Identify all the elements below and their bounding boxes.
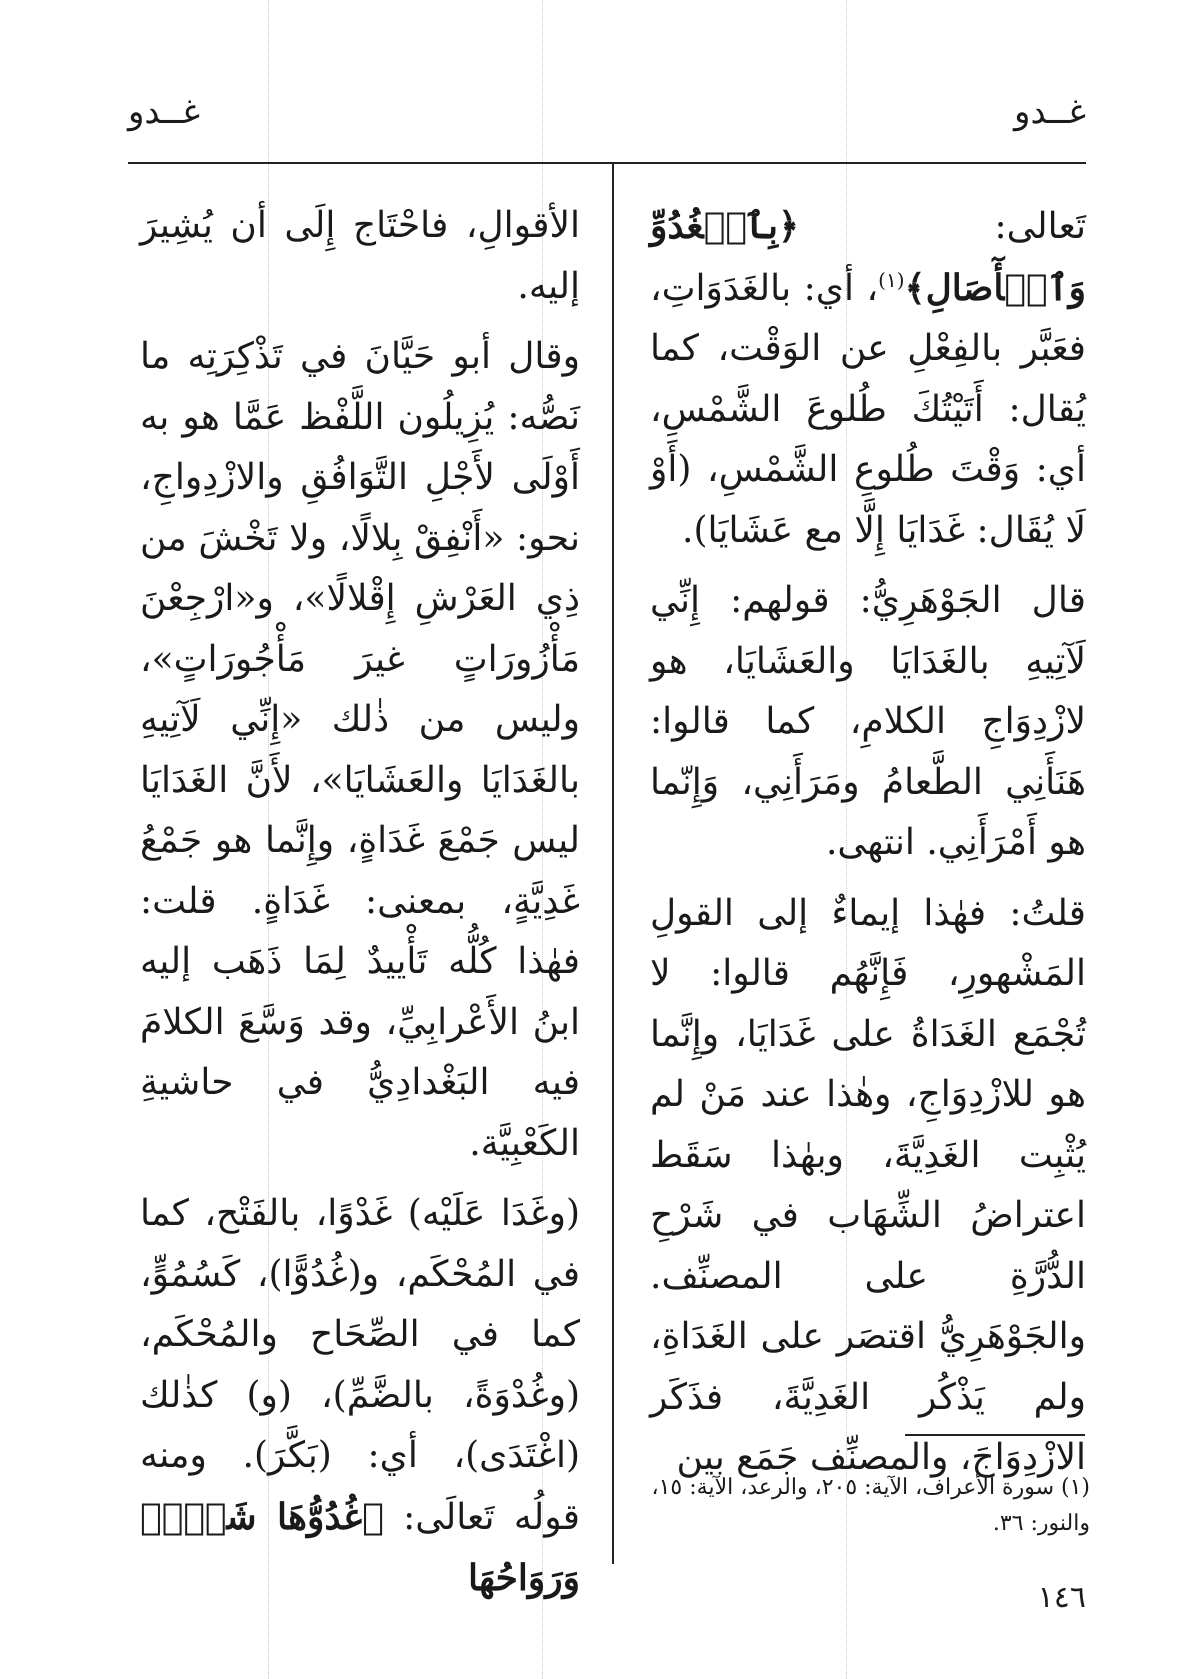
quran-verse: ﴿بِٱلۡغُدُوِّ وَٱلۡأٓصَالِ﴾ <box>650 205 1086 309</box>
paragraph: وقال أبو حَيَّانَ في تَذْكِرَتِه ما نَصُّه: يُزِيلُون اللَّفْظ عَمَّا هو به أَوْلَى لأَجْلِ التَّوَافُقِ والازْدِواجِ، نحو: «أَنْفِقْ بِلالًا، ولا تَخْشَ من ذِي العَرْشِ إِقْلالًا»، و«ارْجِعْنَ مَأْزُورَاتٍ غيرَ مَأْجُورَاتٍ»، وليس من ذٰلك «إِنِّي لَآتِيهِ بالغَدَايَا والعَشَايَا»، لأَنَّ الغَدَايَا ليس جَمْعَ غَدَاةٍ، وإِنَّما هو جَمْعُ غَدِيَّةٍ، بمعنى: غَدَاةٍ. قلت: فهٰذا كُلُّه تَأْييدٌ لِمَا ذَهَب إليه ابنُ الأَعْرابِيِّ، وقد وَسَّعَ الكلامَ فيه البَغْدادِيُّ في حاشيةِ الكَعْبِيَّة. <box>140 336 580 1164</box>
right-column <box>650 196 1086 1489</box>
left-column <box>140 196 580 1610</box>
header-rule <box>128 162 1086 164</box>
paragraph: قال الجَوْهَرِيُّ: قولهم: إِنِّي لَآتِيهِ بالغَدَايَا والعَشَايَا، هو لازْدِوَاجِ الكلامِ، كما قالوا: هَنَأَنِي الطَّعامُ ومَرَأَنِي، وَإِنّما هو أَمْرَأَنِي. انتهى. <box>650 580 1086 863</box>
text-run: ، أي: بالغَدَوَاتِ، فعَبَّر بالفِعْلِ عن الوَقْت، كما يُقال: أَتَيْتُكَ طُلوعَ الشَّمْسِ، أي: وَقْتَ طُلوعِ الشَّمْسِ، (أَوْ لَا يُقَال: غَدَايَا إِلَّا مع عَشَايَا). <box>650 267 1086 551</box>
footnote-marker: (١) <box>878 267 905 292</box>
paragraph <box>650 196 1086 561</box>
paragraph: قلتُ: فهٰذا إيماءٌ إلى القولِ المَشْهورِ، فَإِنَّهُم قالوا: لا تُجْمَع الغَدَاةُ على غَدَايَا، وإِنَّما هو للازْدِوَاجِ، وهٰذا عند مَنْ لم يُثْبِت الغَدِيَّةَ، وبهٰذا سَقَط اعتراضُ الشِّهَاب في شَرْحِ الدُّرَّةِ على المصنِّف. والجَوْهَرِيُّ اقتصَر على الغَدَاةِ، ولم يَذْكُر الغَدِيَّةَ، فذَكَر الازْدِوَاجَ، والمصنِّف جَمَع بين <box>650 892 1086 1478</box>
text-run: (وغَدَا عَلَيْه) غَدْوًا، بالفَتْح، كما في المُحْكَم، و(غُدُوًّا)، كَسُمُوٍّ، كما في الصِّحَاح والمُحْكَم، (وغُدْوَةً، بالضَّمِّ)، (و) كذٰلك (اغْتَدَى)، أي: (بَكَّرَ). ومنه قولُه تَعالَى: <box>140 1193 581 1538</box>
footnote: (١) سورة الأعراف، الآية: ٢٠٥، والرعد، الآية: ١٥، والنور: ٣٦. <box>651 1475 1090 1536</box>
running-header-right: غــدو <box>1014 92 1086 132</box>
page-number: ١٤٦ <box>1037 1580 1086 1615</box>
quran-verse: ﴿غُدُوُّهَا شَهۡرٞ وَرَوَاحُهَا <box>140 1495 580 1599</box>
paragraph: الأقوالِ، فاحْتَاج إِلَى أن يُشِيرَ إليه. <box>140 205 580 307</box>
column-divider <box>612 164 614 1564</box>
footnote-rule <box>905 1434 1085 1436</box>
text-run: تَعالى: <box>799 206 1086 247</box>
paragraph <box>140 1184 580 1610</box>
running-header-left: غــدو <box>128 92 200 132</box>
